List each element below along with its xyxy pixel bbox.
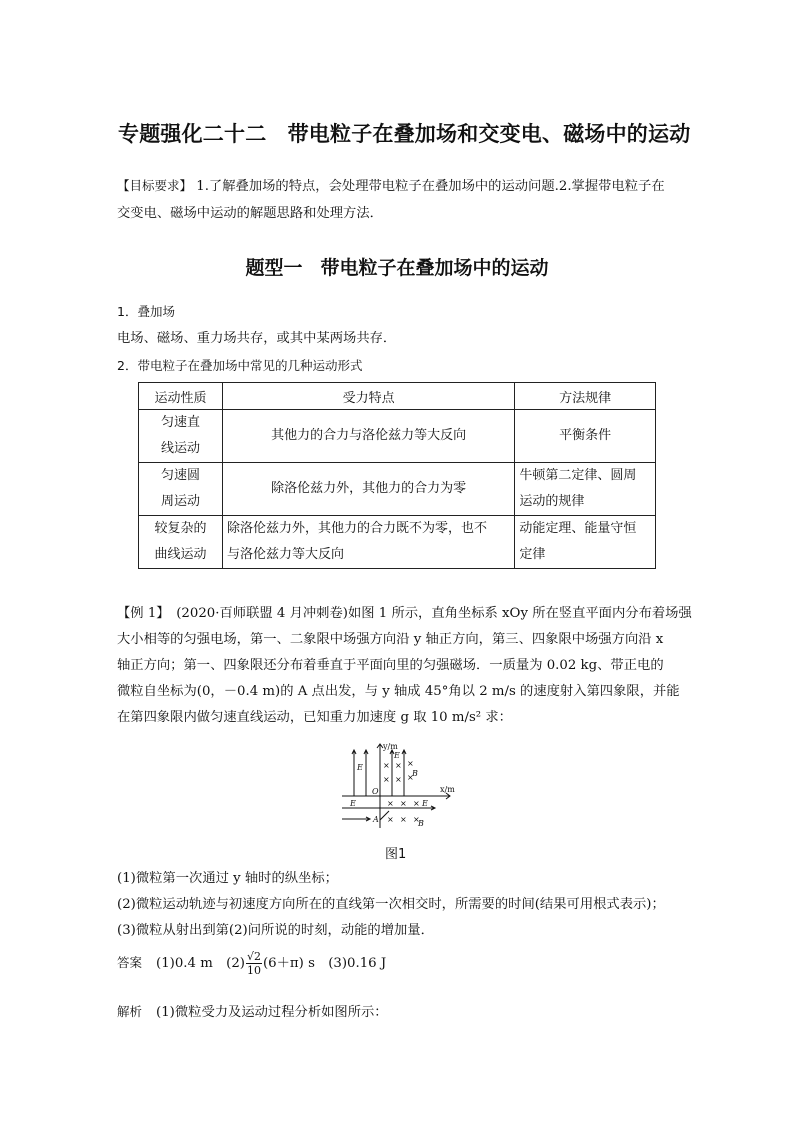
answer-part-1: (1)0.4 m (2) <box>156 956 245 971</box>
analysis-line <box>117 1001 388 1020</box>
example-problem <box>117 601 692 731</box>
answer-part-2: (6＋π) s (3)0.16 J <box>262 956 387 971</box>
e-label-upper: E <box>357 763 363 772</box>
table-cell: 动能定理、能量守恒 定律 <box>515 516 656 569</box>
table-header: 运动性质 <box>139 383 223 410</box>
question-item: (1)微粒第一次通过 y 轴时的纵坐标； <box>117 871 338 886</box>
origin-label: O <box>372 787 379 796</box>
figure-caption: 图1 <box>385 847 407 862</box>
point-a-label: A <box>373 815 379 824</box>
answer-line <box>117 950 386 977</box>
svg-text:×: × <box>407 759 414 768</box>
e-label-lower: E <box>350 799 356 808</box>
svg-text:×: × <box>400 815 407 824</box>
e-label-right: E <box>422 799 428 808</box>
answer-label: 答案 <box>117 955 143 970</box>
item-1-heading: 1．叠加场 <box>117 304 175 319</box>
svg-text:×: × <box>413 799 420 808</box>
analysis-text: (1)微粒受力及运动过程分析如图所示： <box>156 1005 388 1020</box>
table-header: 受力特点 <box>222 383 514 410</box>
table-cell: 除洛伦兹力外，其他力的合力既不为零，也不 与洛伦兹力等大反向 <box>222 516 514 569</box>
example-line: 大小相等的匀强电场，第一、二象限中场强方向沿 y 轴正方向，第三、四象限中场强方向沿 x <box>117 632 664 647</box>
motion-forms-table <box>138 382 656 569</box>
goals-line-2: 交变电、磁场中运动的解题思路和处理方法． <box>117 206 383 221</box>
b-label-lower: B <box>418 819 424 828</box>
svg-text:×: × <box>413 815 420 824</box>
learning-goals <box>117 172 687 227</box>
example-line: 轴正方向；第一、四象限还分布着垂直于平面向里的匀强磁场．一质量为 0.02 kg、带正电的 <box>117 658 664 673</box>
goals-line-1: 1.了解叠加场的特点，会处理带电粒子在叠加场中的运动问题.2.掌握带电粒子在 <box>192 179 665 194</box>
svg-text:×: × <box>387 799 394 808</box>
item-1-body: 电场、磁场、重力场共存，或其中某两场共存． <box>117 331 397 346</box>
table-cell: 平衡条件 <box>515 410 656 463</box>
table-cell: 较复杂的 曲线运动 <box>139 516 223 569</box>
answer-fraction: $\frac{√2}{10}$ <box>246 950 261 977</box>
table-row <box>139 410 656 463</box>
table-cell: 匀速圆 周运动 <box>139 463 223 516</box>
b-label-upper: B <box>412 769 418 778</box>
table-cell: 匀速直 线运动 <box>139 410 223 463</box>
document-title: 专题强化二十二 带电粒子在叠加场和交变电、磁场中的运动 <box>118 121 691 146</box>
questions <box>117 866 687 944</box>
e-label-quadrant-1: E <box>394 751 400 760</box>
section-heading <box>0 253 794 280</box>
svg-text:×: × <box>395 775 402 784</box>
svg-text:×: × <box>383 761 390 770</box>
table-cell: 除洛伦兹力外，其他力的合力为零 <box>222 463 514 516</box>
table-header-row <box>139 383 656 410</box>
question-item: (3)微粒从射出到第(2)问所说的时刻，动能的增加量． <box>117 923 434 938</box>
svg-text:×: × <box>383 775 390 784</box>
field-diagram <box>340 740 455 830</box>
svg-text:×: × <box>407 773 414 782</box>
svg-text:×: × <box>400 799 407 808</box>
x-axis-label: x/m <box>440 785 455 794</box>
item-2-heading: 2．带电粒子在叠加场中常见的几种运动形式 <box>117 358 363 373</box>
table-cell: 牛顿第二定律、圆周 运动的规律 <box>515 463 656 516</box>
example-line: 【例 1】 (2020·百师联盟 4 月冲刺卷)如图 1 所示，直角坐标系 xOy 所在竖直平面内分布着场强 <box>117 606 692 621</box>
table-row <box>139 516 656 569</box>
section-prefix: 题型一 <box>245 257 303 279</box>
example-line: 微粒自坐标为(0，－0.4 m)的 A 点出发，与 y 轴成 45°角以 2 m/s 的速度射入第四象限，并能 <box>117 684 680 699</box>
analysis-label: 解析 <box>117 1004 143 1019</box>
table-header: 方法规律 <box>515 383 656 410</box>
goals-tag: 【目标要求】 <box>117 178 193 193</box>
question-item: (2)微粒运动轨迹与初速度方向所在的直线第一次相交时，所需要的时间(结果可用根式表示)； <box>117 897 665 912</box>
table-row <box>139 463 656 516</box>
svg-text:×: × <box>395 761 402 770</box>
section-title: 带电粒子在叠加场中的运动 <box>320 257 549 279</box>
example-line: 在第四象限内做匀速直线运动，已知重力加速度 g 取 10 m/s² 求： <box>117 710 512 725</box>
y-axis-label: y/m <box>383 742 398 751</box>
svg-text:×: × <box>387 815 394 824</box>
table-cell: 其他力的合力与洛伦兹力等大反向 <box>222 410 514 463</box>
